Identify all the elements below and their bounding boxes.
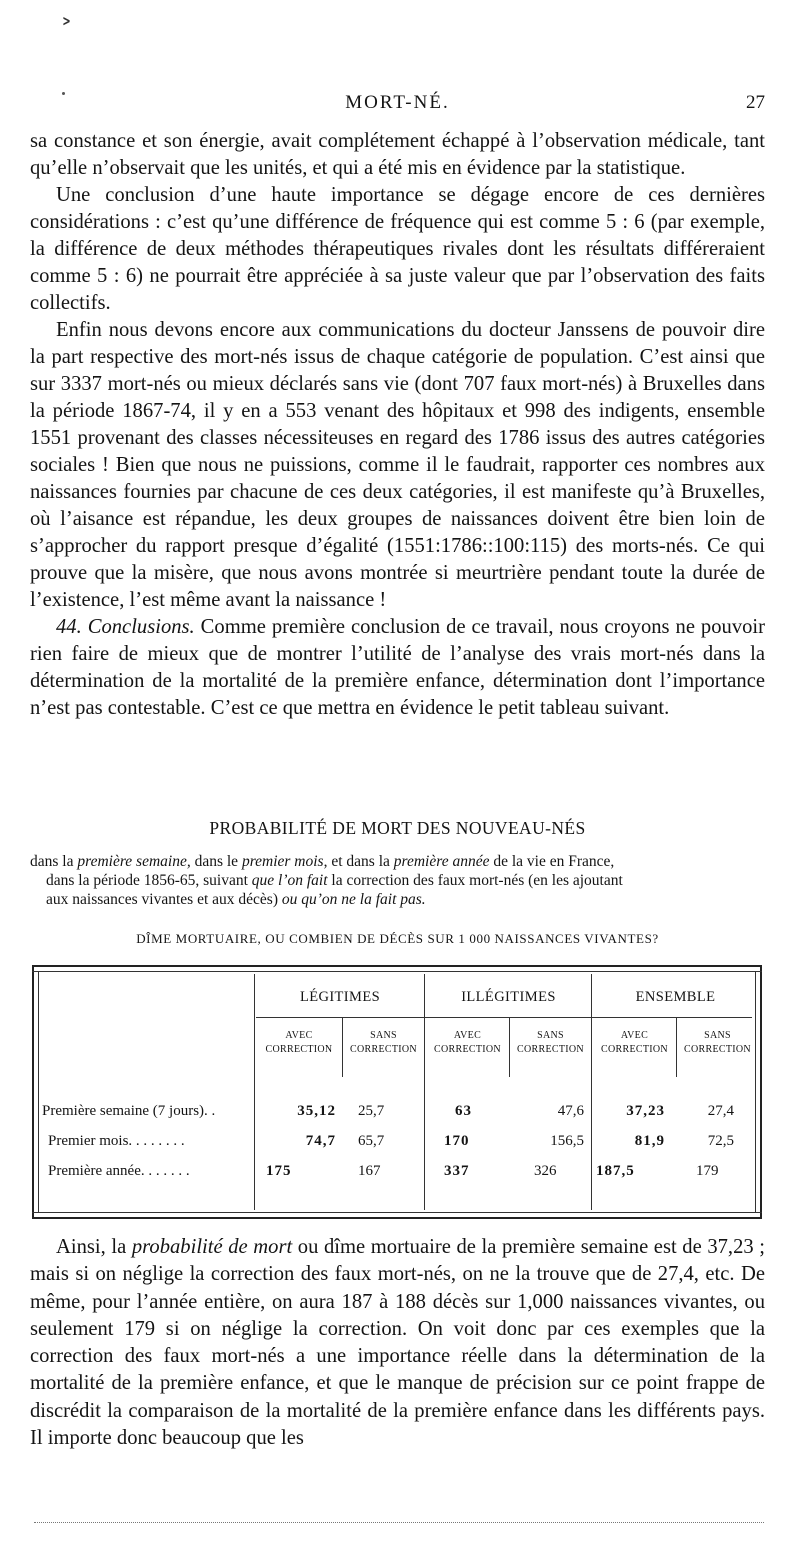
corner-mark: ˃ — [60, 16, 73, 46]
subhead-avec — [256, 1029, 342, 1057]
row-label-premiere-annee: Première année. . . . . . . — [48, 1163, 190, 1179]
subhead-line: CORRECTION — [350, 1044, 417, 1055]
subhead-line: CORRECTION — [517, 1044, 584, 1055]
table-cell: 156,5 — [550, 1133, 584, 1149]
mortality-table — [32, 965, 762, 1219]
subhead-sans — [677, 1029, 758, 1057]
page-number: 27 — [746, 92, 765, 113]
section-number: 44. — [56, 616, 82, 638]
caption-italic: première semaine, — [77, 853, 191, 870]
group-ensemble: ENSEMBLE — [635, 989, 716, 1005]
paragraph — [30, 1234, 765, 1452]
paragraph: Une conclusion d’une haute importance se dégage encore de ces dernières considérations : c’est qu’une différence de fréquence qui est comme 5 : 6 (par exemple, la différence de deux méthodes thérapeutiques rivales dont les résultats différeraient comme 5 : 6) ne pourrait être appréciée à sa juste valeur que par l’observation des faits collectifs. — [30, 184, 765, 314]
table-cell: 25,7 — [358, 1103, 385, 1119]
group-illegitimes: ILLÉGITIMES — [461, 989, 556, 1005]
caption-italic: première année — [393, 853, 490, 870]
caption-text: aux naissances vivantes et aux décès) — [46, 891, 282, 908]
table-cell: 170 — [444, 1133, 470, 1149]
header-rule — [256, 1017, 752, 1018]
caption-text: dans la — [30, 853, 78, 870]
subhead-sans — [510, 1029, 591, 1057]
table-title: PROBABILITÉ DE MORT DES NOUVEAU-NÉS — [209, 818, 586, 838]
caption-line — [46, 890, 765, 909]
table-cell: 37,23 — [626, 1103, 665, 1119]
paragraph-italic: probabilité de mort — [131, 1236, 293, 1258]
subhead-line: AVEC — [285, 1030, 313, 1041]
table-cell: 63 — [455, 1103, 472, 1119]
caption-text: dans le — [190, 853, 242, 870]
table-cell: 27,4 — [707, 1103, 734, 1119]
caption-text: , et dans la — [323, 853, 394, 870]
caption-text: la correction des faux mort-nés (en les ajoutant — [327, 872, 623, 889]
subhead-avec — [426, 1029, 509, 1057]
footer-rule — [34, 1522, 764, 1523]
table-cell: 74,7 — [305, 1133, 336, 1149]
caption-italic: ou qu’on ne la fait pas. — [281, 891, 426, 908]
table-cell: 337 — [444, 1163, 470, 1179]
table-cell: 35,12 — [297, 1103, 336, 1119]
running-title: MORT-NÉ. — [345, 92, 450, 113]
subhead-line: SANS — [537, 1030, 564, 1041]
row-label-premier-mois: Premier mois. . . . . . . . — [48, 1133, 185, 1149]
text-block-top — [30, 128, 765, 722]
table-cell: 187,5 — [596, 1163, 635, 1179]
table-cell: 72,5 — [707, 1133, 734, 1149]
subhead-line: AVEC — [620, 1030, 649, 1041]
subhead-line: CORRECTION — [601, 1044, 668, 1055]
caption-italic: que l’on fait — [251, 872, 328, 889]
caption-line — [46, 871, 765, 890]
table-cell: 65,7 — [358, 1133, 385, 1149]
table-cell: 179 — [696, 1163, 719, 1179]
table-cell: 175 — [266, 1163, 292, 1179]
page-header — [30, 92, 765, 122]
caption-line — [30, 852, 765, 871]
table-cell: 326 — [534, 1163, 557, 1179]
table-caption — [30, 852, 765, 909]
table-cell: 81,9 — [634, 1133, 665, 1149]
table-cell: 47,6 — [557, 1103, 584, 1119]
section-paragraph — [30, 614, 765, 722]
subhead-line: CORRECTION — [434, 1044, 501, 1055]
subhead-sans — [343, 1029, 424, 1057]
caption-text: de la vie en France, — [489, 853, 615, 870]
paragraph: Enfin nous devons encore aux communications du docteur Janssens de pouvoir dire la part respective des mort-nés issus de chaque catégorie de population. C’est ainsi que sur 3337 mort-nés ou mieux déclarés sans vie (dont 707 faux mort-nés) à Bruxelles dans la période 1867-74, il y en a 553 venant des hôpitaux et 998 des indigents, ensemble 1551 provenant des classes nécessiteuses en regard des 1786 issus des autres catégories sociales ! Bien que nous ne puissions, comme il le faudrait, rapporter ces nombres aux naissances fournies par chacune de ces deux catégories, il est manifeste qu’à Bruxelles, où l’aisance est répandue, les deux groupes de naissances doivent être bien loin de s’approcher du rapport presque d’égalité (1551:1786::100:115) des morts-nés. Ce qui prouve que la misère, que nous avons montrée si meurtrière pendant toute la durée de l’existence, l’est même avant la naissance ! — [30, 319, 765, 611]
subhead-avec — [593, 1029, 676, 1057]
section-heading: Conclusions. — [87, 616, 195, 638]
text-block-bottom — [30, 1234, 765, 1452]
group-legitimes: LÉGITIMES — [299, 989, 381, 1005]
column-rule — [424, 974, 425, 1210]
column-rule — [591, 974, 592, 1210]
column-rule — [254, 974, 255, 1210]
caption-italic: premier mois — [241, 853, 324, 870]
subhead-line: AVEC — [453, 1030, 482, 1041]
subhead-line: CORRECTION — [684, 1044, 751, 1055]
row-label-premiere-semaine: Première semaine (7 jours). . — [42, 1103, 216, 1119]
table-rule — [755, 971, 756, 1213]
paragraph-text: ou dîme mortuaire de la première semaine est de 37,23 ; mais si on néglige la correction des faux mort-nés, on ne la trouve que de 27,4, etc. De même, pour l’année entière, on aura 187 à 188 décès sur 1,000 naissances vivantes, ou seulement 179 si on néglige la correction. On voit donc par ces exemples que la correction des faux mort-nés a une importance réelle dans la détermination de la mortalité de la première enfance, et que le manque de précision sur ce point frappe de discrédit la comparaison de la mortalité de la première enfance dans les différents pays. Il importe donc beaucoup que les — [30, 1236, 766, 1450]
paragraph: sa constance et son énergie, avait complétement échappé à l’observation médicale, tant qu’elle n’observait que les unités, et qui a été mis en évidence par la statistique. — [30, 130, 765, 179]
section-text: Comme première conclusion de ce travail, nous croyons ne pouvoir rien faire de mieux que de montrer l’utilité de l’analyse des vrais mort-nés dans la détermination de la mortalité de la première enfance, détermination dont l’importance n’est pas contestable. C’est ce que mettra en évidence le petit tableau suivant. — [30, 616, 765, 719]
subhead-line: SANS — [370, 1030, 397, 1041]
table-rule — [38, 971, 39, 1213]
table-subtitle: DÎME MORTUAIRE, OU COMBIEN DE DÉCÈS SUR 1 000 NAISSANCES VIVANTES? — [136, 931, 659, 946]
paragraph-text: Ainsi, la — [56, 1236, 132, 1258]
subhead-line: SANS — [704, 1030, 731, 1041]
subhead-line: CORRECTION — [265, 1044, 333, 1055]
caption-text: dans la période 1856-65, suivant — [46, 872, 252, 889]
table-cell: 167 — [358, 1163, 381, 1179]
